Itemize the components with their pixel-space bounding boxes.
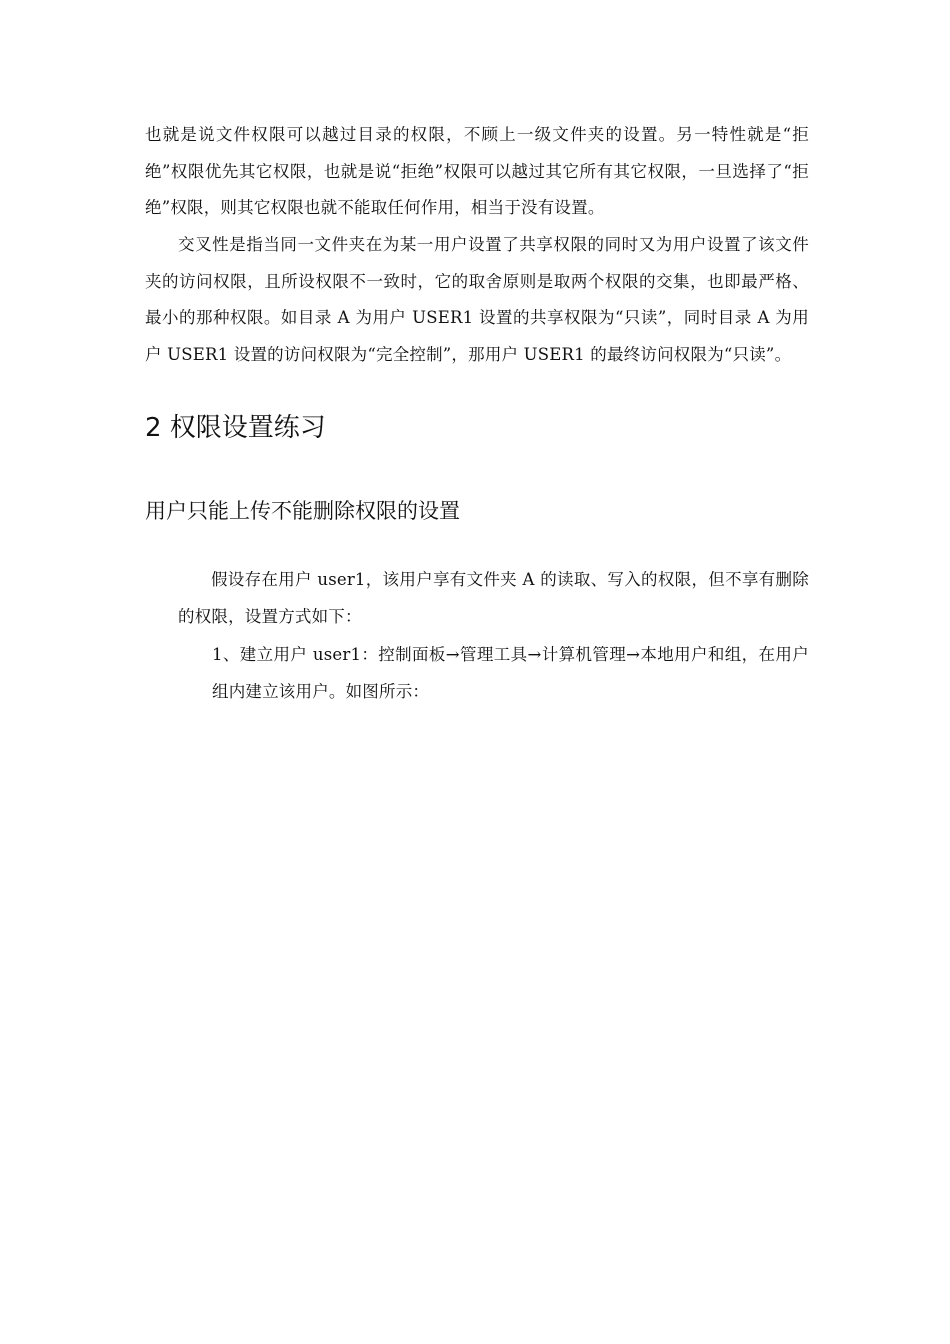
body-paragraph-4: 1、建立用户 user1：控制面板→管理工具→计算机管理→本地用户和组，在用户组内建立该用户。如图所示： (212, 645, 809, 701)
section-heading: 2 权限设置练习 (145, 413, 326, 443)
body-paragraph-1: 也就是说文件权限可以越过目录的权限，不顾上一级文件夹的设置。另一特性就是“拒绝”权限优先其它权限，也就是说“拒绝”权限可以越过其它所有其它权限，一旦选择了“拒绝”权限，则其它权限也就不能取任何作用，相当于没有设置。 (145, 125, 809, 218)
body-paragraph-3: 假设存在用户 user1，该用户享有文件夹 A 的读取、写入的权限，但不享有删除的权限，设置方式如下： (178, 570, 809, 626)
subsection-heading: 用户只能上传不能删除权限的设置 (145, 499, 460, 523)
body-paragraph-2: 交叉性是指当同一文件夹在为某一用户设置了共享权限的同时又为用户设置了该文件夹的访问权限，且所设权限不一致时，它的取舍原则是取两个权限的交集，也即最严格、最小的那种权限。如目录 A 为用户 USER1 设置的共享权限为“只读”，同时目录 A 为用户 USER1 设置的访问权限为“完全控制”，那用户 USER1 的最终访问权限为“只读”。 (145, 235, 809, 364)
